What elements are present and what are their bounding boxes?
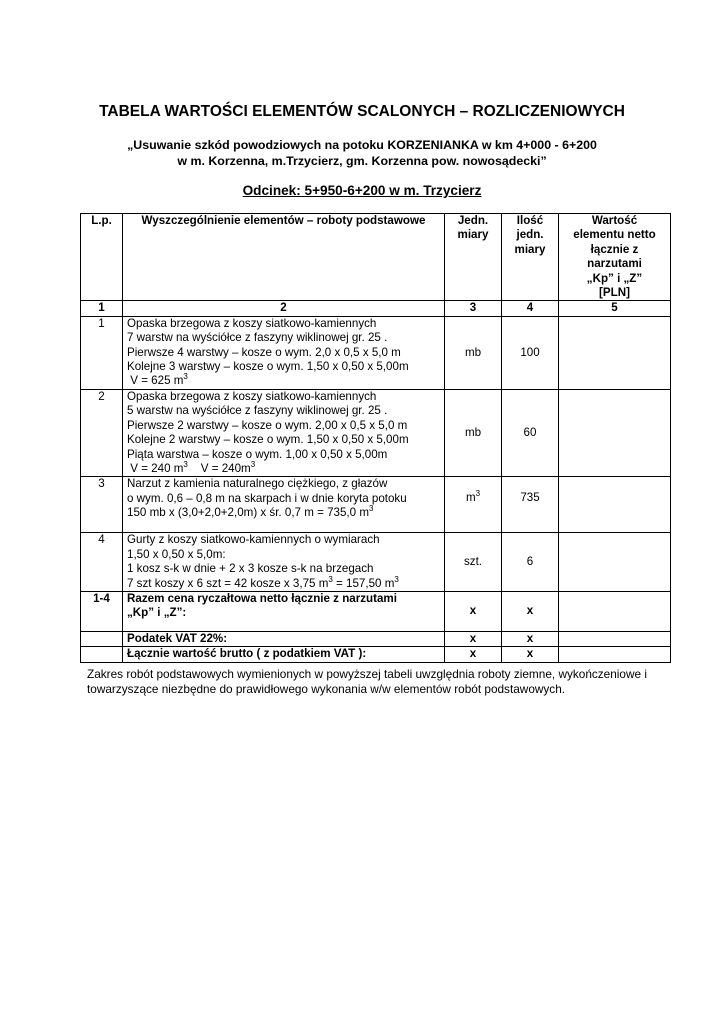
row-unit: szt. — [445, 533, 502, 592]
row-description — [123, 533, 445, 592]
vat-qty: x — [502, 631, 559, 646]
row-unit: mb — [445, 316, 502, 389]
description-line: 7 warstw na wyściółce z faszyny wiklinowej gr. 25 . — [127, 331, 388, 345]
gross-row — [81, 647, 671, 662]
header-unit-line: miary — [457, 228, 489, 242]
volume-sup: 3 — [183, 372, 188, 382]
vat-lp — [81, 631, 123, 646]
header-unit — [445, 214, 502, 301]
gross-lp — [81, 647, 123, 662]
gross-qty: x — [502, 647, 559, 662]
summary-lp: 1-4 — [81, 591, 123, 631]
row-lp: 2 — [81, 389, 123, 476]
volume-sup: 3 — [183, 459, 188, 469]
row-qty: 6 — [502, 533, 559, 592]
subtitle-line-1: „Usuwanie szkód powodziowych na potoku KORZENIANKA w km 4+000 - 6+200 — [127, 138, 597, 152]
header-value-line: „Kp” i „Z” — [586, 271, 643, 285]
header-value-line: Wartość — [591, 214, 638, 227]
volume-sup: 3 — [250, 459, 256, 469]
row-description — [123, 389, 445, 476]
row-value — [559, 477, 671, 533]
vat-row — [81, 631, 671, 646]
row-qty: 100 — [502, 316, 559, 389]
description-line: 1 kosz s-k w dnie + 2 x 3 kosze s-k na brzegach — [127, 562, 374, 576]
vat-unit: x — [445, 631, 502, 646]
description-line: Kolejne 3 warstwy – kosze o wym. 1,50 x 0,50 x 5,00m — [127, 360, 409, 374]
gross-value — [559, 647, 671, 662]
row-value — [559, 533, 671, 592]
row-qty: 60 — [502, 389, 559, 476]
description-line — [127, 506, 440, 520]
summary-line: Razem cena ryczałtowa netto łącznie z narzutami — [127, 591, 397, 605]
summary-unit: x — [445, 591, 502, 631]
calc-sup: 3 — [368, 504, 374, 514]
column-number: 5 — [559, 301, 671, 316]
description-line: Pierwsze 4 warstwy – kosze o wym. 2,0 x 0,5 x 5,0 m — [127, 345, 401, 359]
description-line: 1,50 x 0,50 x 5,0m: — [127, 547, 226, 561]
subtitle-line-2: w m. Korzenna, m.Trzycierz, gm. Korzenna pow. nowosądecki” — [177, 154, 547, 168]
table-row — [81, 389, 671, 476]
column-number: 4 — [502, 301, 559, 316]
unit-sup: 3 — [475, 489, 481, 499]
calc-sup: 3 — [394, 574, 399, 584]
column-number: 3 — [445, 301, 502, 316]
header-value — [559, 214, 671, 301]
column-number: 1 — [81, 301, 123, 316]
header-qty-line: Ilość — [516, 214, 544, 227]
description-line: Opaska brzegowa z koszy siatkowo-kamiennych — [127, 316, 377, 330]
description-line: 5 warstw na wyściółce z faszyny wiklinowej gr. 25 . — [127, 404, 388, 418]
header-value-line: [PLN] — [599, 286, 630, 300]
volume-text: V = 240m — [200, 461, 251, 475]
description-line — [127, 374, 440, 388]
row-lp: 1 — [81, 316, 123, 389]
volume-text: V = 240 m — [130, 461, 184, 475]
gross-label: Łącznie wartość brutto ( z podatkiem VAT ): — [123, 647, 445, 662]
row-value — [559, 316, 671, 389]
summary-value — [559, 591, 671, 631]
row-qty: 735 — [502, 477, 559, 533]
summary-line: „Kp” i „Z”: — [127, 606, 187, 620]
unit-text: m — [465, 491, 476, 505]
calc-text: 7 szt koszy x 6 szt = 42 kosze x 3,75 m — [127, 576, 329, 590]
gross-unit: x — [445, 647, 502, 662]
summary-net-row — [81, 591, 671, 631]
row-description — [123, 316, 445, 389]
calc-text: = 157,50 m — [332, 576, 395, 590]
header-description: Wyszczególnienie elementów – roboty podstawowe — [123, 214, 445, 301]
column-number: 2 — [123, 301, 445, 316]
document-subtitle — [0, 137, 724, 169]
section-label: Odcinek: 5+950-6+200 w m. Trzycierz — [242, 183, 482, 198]
row-value — [559, 389, 671, 476]
header-qty-line: miary — [514, 242, 546, 256]
header-qty — [502, 214, 559, 301]
description-line: Pierwsze 2 warstwy – kosze o wym. 2,00 x 0,5 x 5,0 m — [127, 418, 408, 432]
header-value-line: łącznie z — [590, 242, 639, 256]
vat-label: Podatek VAT 22%: — [123, 631, 445, 646]
description-line: Gurty z koszy siatkowo-kamiennych o wymiarach — [127, 533, 380, 547]
description-line: Opaska brzegowa z koszy siatkowo-kamiennych — [127, 389, 377, 403]
header-unit-line: Jedn. — [457, 214, 489, 227]
volume-text: V = 625 m — [130, 374, 184, 388]
table-row — [81, 533, 671, 592]
row-unit: mb — [445, 389, 502, 476]
header-qty-line: jedn. — [516, 228, 544, 242]
description-line — [127, 574, 440, 591]
calc-sup: 3 — [328, 574, 333, 584]
summary-qty: x — [502, 591, 559, 631]
description-line: Kolejne 2 warstwy – kosze o wym. 1,50 x 0,50 x 5,00m — [127, 433, 409, 447]
description-line: o wym. 0,6 – 0,8 m na skarpach i w dnie koryta potoku — [127, 491, 407, 505]
scope-note: Zakres robót podstawowych wymienionych w powyższej tabeli uwzględnia roboty ziemne, wykończeniowe i towarzyszące niezbędne do prawidłowego wykonania w/w elementów robót podstawowych. — [87, 667, 647, 696]
row-unit — [445, 477, 502, 533]
header-value-line: elementu netto — [573, 228, 656, 242]
section-heading — [0, 183, 724, 198]
row-description — [123, 477, 445, 533]
header-value-line: narzutami — [587, 257, 642, 271]
row-lp: 4 — [81, 533, 123, 592]
document-title: TABELA WARTOŚCI ELEMENTÓW SCALONYCH – ROZLICZENIOWYCH — [99, 103, 625, 120]
vat-value — [559, 631, 671, 646]
column-number-row — [81, 301, 671, 316]
summary-description — [123, 591, 445, 631]
description-line — [127, 459, 440, 476]
table-row — [81, 316, 671, 389]
calc-text: 150 mb x (3,0+2,0+2,0m) x śr. 0,7 m = 735,0 m — [127, 506, 369, 520]
cost-table — [80, 213, 671, 663]
description-line: Piąta warstwa – kosze o wym. 1,00 x 0,50 x 5,00m — [127, 447, 388, 461]
table-header-row — [81, 214, 671, 301]
row-lp: 3 — [81, 477, 123, 533]
description-line: Narzut z kamienia naturalnego ciężkiego, z głazów — [127, 477, 388, 491]
header-lp: L.p. — [81, 214, 123, 301]
table-row — [81, 477, 671, 533]
